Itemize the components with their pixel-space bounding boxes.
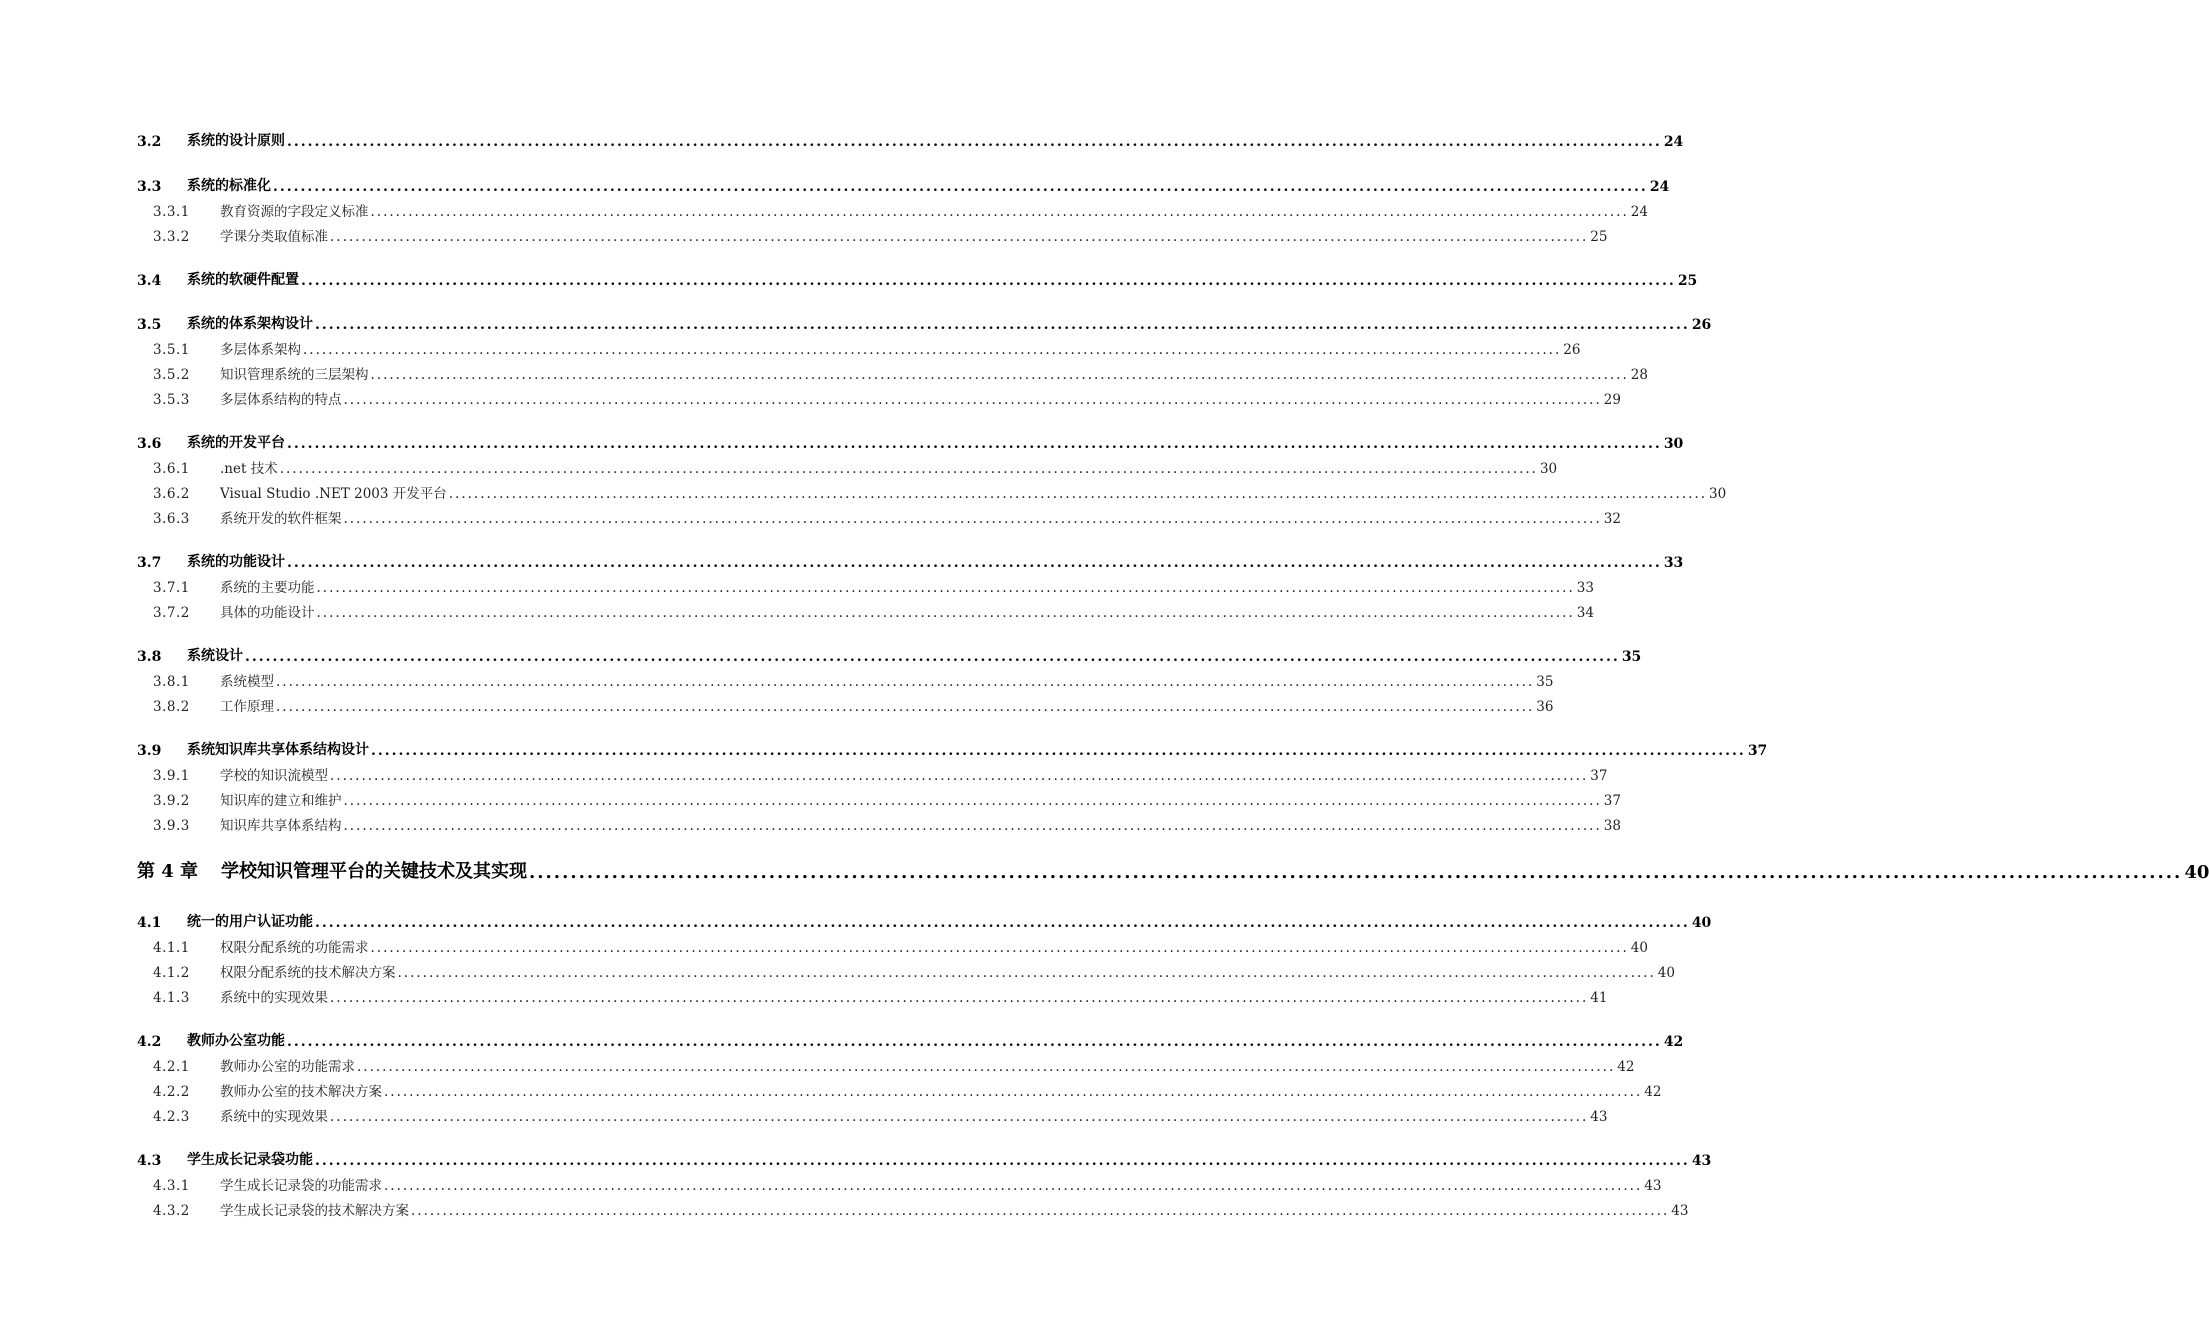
toc-entry-page: 35 xyxy=(1536,674,1554,690)
toc-entry-sub[interactable] xyxy=(153,359,1648,383)
toc-entry-title: 工作原理 xyxy=(220,699,274,715)
toc-entry-page: 35 xyxy=(1621,649,1642,665)
toc-entry-section[interactable] xyxy=(137,1145,1712,1169)
toc-entry-number: 3.9.3 xyxy=(153,818,190,834)
toc-entry-title: 系统中的实现效果 xyxy=(220,1109,328,1125)
dot-leader: ........................................................................................................................................................................................................ xyxy=(370,204,1629,220)
toc-entry-sub[interactable] xyxy=(153,196,1648,220)
toc-entry-number: 3.7.2 xyxy=(153,605,190,621)
toc-entry-title: 多层体系架构 xyxy=(220,342,301,358)
toc-entry-sub[interactable] xyxy=(153,1101,1608,1125)
toc-entry-page: 34 xyxy=(1576,605,1594,621)
toc-entry-title: 统一的用户认证功能 xyxy=(187,914,313,930)
toc-entry-title: 系统的软硬件配置 xyxy=(187,272,299,288)
dot-leader: ........................................................................................................................................................................................................ xyxy=(287,436,1662,452)
toc-entry-title: 学校的知识流模型 xyxy=(220,768,328,784)
toc-entry-title: 权限分配系统的技术解决方案 xyxy=(220,965,396,981)
dot-leader: ........................................................................................................................................................................................................ xyxy=(384,1084,1643,1100)
dot-leader: ........................................................................................................................................................................................................ xyxy=(276,674,1535,690)
dot-leader: ........................................................................................................................................................................................................ xyxy=(397,965,1656,981)
dot-leader: ........................................................................................................................................................................................................ xyxy=(370,940,1629,956)
toc-entry-number: 4.2.2 xyxy=(153,1084,190,1100)
toc-entry-number: 3.7.1 xyxy=(153,580,190,596)
toc-entry-number: 4.1 xyxy=(137,915,162,931)
toc-entry-section[interactable] xyxy=(137,735,1768,759)
toc-entry-page: 43 xyxy=(1671,1203,1689,1219)
toc-entry-title: 系统的体系架构设计 xyxy=(187,316,313,332)
dot-leader: ........................................................................................................................................................................................................ xyxy=(357,1059,1616,1075)
toc-entry-number: 3.3.1 xyxy=(153,204,190,220)
toc-entry-number: 4.1.2 xyxy=(153,965,190,981)
toc-entry-number: 4.1.3 xyxy=(153,990,190,1006)
toc-entry-title: .net 技术 xyxy=(220,461,278,477)
toc-entry-sub[interactable] xyxy=(153,453,1558,477)
toc-entry-section[interactable] xyxy=(137,641,1642,665)
toc-entry-sub[interactable] xyxy=(153,932,1648,956)
toc-entry-title: 系统的主要功能 xyxy=(220,580,315,596)
toc-entry-sub[interactable] xyxy=(153,1051,1635,1075)
dot-leader: ........................................................................................................................................................................................................ xyxy=(316,605,1575,621)
dot-leader: ........................................................................................................................................................................................................ xyxy=(316,580,1575,596)
toc-entry-title: 权限分配系统的功能需求 xyxy=(220,940,369,956)
toc-entry-page: 40 xyxy=(1691,915,1712,931)
toc-entry-sub[interactable] xyxy=(153,666,1554,690)
toc-entry-title: 学校知识管理平台的关键技术及其实现 xyxy=(221,861,527,882)
dot-leader: ........................................................................................................................................................................................................ xyxy=(330,990,1589,1006)
toc-entry-section[interactable] xyxy=(137,428,1684,452)
toc-entry-number: 3.9 xyxy=(137,743,162,759)
toc-entry-number: 4.2.3 xyxy=(153,1109,190,1125)
toc-entry-page: 43 xyxy=(1691,1153,1712,1169)
toc-entry-page: 38 xyxy=(1603,818,1621,834)
toc-entry-page: 26 xyxy=(1563,342,1581,358)
dot-leader: ........................................................................................................................................................................................................ xyxy=(301,273,1676,289)
toc-entry-number: 第 4 章 xyxy=(137,861,199,882)
toc-entry-number: 3.6.3 xyxy=(153,511,190,527)
toc-entry-page: 33 xyxy=(1576,580,1594,596)
dot-leader: ........................................................................................................................................................................................................ xyxy=(303,342,1562,358)
dot-leader: ........................................................................................................................................................................................................ xyxy=(370,367,1629,383)
toc-entry-number: 3.8 xyxy=(137,649,162,665)
toc-entry-sub[interactable] xyxy=(153,957,1675,981)
dot-leader: ........................................................................................................................................................................................................ xyxy=(315,1153,1690,1169)
toc-entry-title: 教师办公室功能 xyxy=(187,1033,285,1049)
toc-entry-page: 40 xyxy=(1657,965,1675,981)
toc-entry-section[interactable] xyxy=(137,309,1712,333)
toc-entry-page: 26 xyxy=(1691,317,1712,333)
dot-leader: ........................................................................................................................................................................................................ xyxy=(343,818,1602,834)
toc-entry-chapter[interactable] xyxy=(137,853,2209,883)
toc-entry-sub[interactable] xyxy=(153,760,1608,784)
toc-entry-number: 4.2.1 xyxy=(153,1059,190,1075)
dot-leader: ........................................................................................................................................................................................................ xyxy=(330,1109,1589,1125)
dot-leader: ........................................................................................................................................................................................................ xyxy=(287,1034,1662,1050)
toc-entry-sub[interactable] xyxy=(153,1195,1689,1219)
toc-entry-sub[interactable] xyxy=(153,572,1594,596)
toc-entry-title: 系统的标准化 xyxy=(187,178,271,194)
toc-entry-sub[interactable] xyxy=(153,785,1621,809)
toc-entry-sub[interactable] xyxy=(153,1170,1662,1194)
dot-leader: ........................................................................................................................................................................................................ xyxy=(330,229,1589,245)
toc-entry-title: 系统的功能设计 xyxy=(187,554,285,570)
toc-entry-page: 36 xyxy=(1536,699,1554,715)
dot-leader: ........................................................................................................................................................................................................ xyxy=(245,649,1620,665)
toc-entry-page: 43 xyxy=(1590,1109,1608,1125)
dot-leader: ........................................................................................................................................................................................................ xyxy=(279,461,1538,477)
dot-leader: ........................................................................................................................................................................................................ xyxy=(276,699,1535,715)
dot-leader: ........................................................................................................................................................................................................ xyxy=(411,1203,1670,1219)
toc-entry-page: 24 xyxy=(1630,204,1648,220)
toc-entry-page: 42 xyxy=(1663,1034,1684,1050)
toc-entry-number: 3.9.2 xyxy=(153,793,190,809)
toc-entry-title: 学生成长记录袋功能 xyxy=(187,1152,313,1168)
toc-entry-number: 3.3.2 xyxy=(153,229,190,245)
toc-entry-number: 3.5.1 xyxy=(153,342,190,358)
toc-entry-page: 28 xyxy=(1630,367,1648,383)
toc-entry-title: 系统中的实现效果 xyxy=(220,990,328,1006)
dot-leader: ........................................................................................................................................................................................................ xyxy=(448,486,1708,502)
toc-entry-page: 33 xyxy=(1663,555,1684,571)
toc-entry-page: 30 xyxy=(1539,461,1558,477)
toc-entry-section[interactable] xyxy=(137,265,1698,289)
toc-entry-section[interactable] xyxy=(137,547,1684,571)
toc-entry-page: 25 xyxy=(1677,273,1698,289)
toc-entry-number: 3.5.2 xyxy=(153,367,190,383)
toc-entry-sub[interactable] xyxy=(153,384,1621,408)
toc-entry-number: 3.2 xyxy=(137,134,162,150)
toc-entry-page: 40 xyxy=(1630,940,1648,956)
toc-entry-title: 学课分类取值标准 xyxy=(220,229,328,245)
toc-entry-page: 40 xyxy=(2184,862,2209,883)
toc-entry-sub[interactable] xyxy=(153,810,1621,834)
toc-entry-title: 系统的开发平台 xyxy=(187,435,285,451)
toc-entry-title: 系统设计 xyxy=(187,648,243,664)
toc-entry-number: 4.1.1 xyxy=(153,940,190,956)
toc-entry-number: 3.6.1 xyxy=(153,461,190,477)
dot-leader: ........................................................................................................................................................................................................ xyxy=(343,392,1602,408)
dot-leader: ........................................................................................................................................................................................................ xyxy=(371,743,1746,759)
toc-entry-number: 3.4 xyxy=(137,273,162,289)
toc-entry-page: 24 xyxy=(1649,179,1670,195)
toc-entry-title: 具体的功能设计 xyxy=(220,605,315,621)
toc-entry-number: 3.6 xyxy=(137,436,162,452)
toc-entry-sub[interactable] xyxy=(153,221,1608,245)
toc-entry-number: 4.3.2 xyxy=(153,1203,190,1219)
toc-entry-title: 学生成长记录袋的技术解决方案 xyxy=(220,1203,409,1219)
toc-entry-sub[interactable] xyxy=(153,334,1581,358)
toc-entry-section[interactable] xyxy=(137,1026,1684,1050)
toc-entry-page: 41 xyxy=(1590,990,1608,1006)
toc-entry-title: 知识库的建立和维护 xyxy=(220,793,342,809)
toc-entry-section[interactable] xyxy=(137,126,1684,150)
toc-entry-title: 系统开发的软件框架 xyxy=(220,511,342,527)
dot-leader: ........................................................................................................................................................................................................ xyxy=(330,768,1589,784)
toc-entry-number: 3.6.2 xyxy=(153,486,190,502)
toc-entry-page: 42 xyxy=(1617,1059,1635,1075)
toc-entry-title: Visual Studio .NET 2003 开发平台 xyxy=(220,486,447,502)
toc-entry-title: 学生成长记录袋的功能需求 xyxy=(220,1178,382,1194)
toc-entry-page: 32 xyxy=(1603,511,1621,527)
toc-entry-page: 30 xyxy=(1709,486,1727,502)
toc-entry-title: 知识管理系统的三层架构 xyxy=(220,367,369,383)
toc-entry-number: 3.3 xyxy=(137,179,162,195)
toc-entry-number: 3.5.3 xyxy=(153,392,190,408)
toc-entry-page: 24 xyxy=(1663,134,1684,150)
toc-entry-sub[interactable] xyxy=(153,503,1621,527)
toc-entry-title: 教师办公室的功能需求 xyxy=(220,1059,355,1075)
toc-entry-number: 4.3.1 xyxy=(153,1178,190,1194)
toc-entry-page: 29 xyxy=(1603,392,1621,408)
toc-entry-title: 教育资源的字段定义标准 xyxy=(220,204,369,220)
toc-entry-sub[interactable] xyxy=(153,478,1727,502)
toc-entry-sub[interactable] xyxy=(153,597,1594,621)
toc-entry-section[interactable] xyxy=(137,907,1712,931)
toc-entry-number: 3.9.1 xyxy=(153,768,190,784)
dot-leader: ........................................................................................................................................................................................................ xyxy=(287,134,1662,150)
dot-leader: ........................................................................................................................................................................................................ xyxy=(343,511,1602,527)
toc-entry-title: 教师办公室的技术解决方案 xyxy=(220,1084,382,1100)
toc-entry-page: 37 xyxy=(1603,793,1621,809)
dot-leader: ........................................................................................................................................................................................................ xyxy=(529,862,2183,883)
toc-entry-page: 43 xyxy=(1644,1178,1662,1194)
toc-entry-section[interactable] xyxy=(137,171,1670,195)
toc-entry-page: 30 xyxy=(1663,436,1684,452)
toc-entry-sub[interactable] xyxy=(153,982,1608,1006)
toc-entry-title: 系统知识库共享体系结构设计 xyxy=(187,742,369,758)
toc-entry-number: 3.8.2 xyxy=(153,699,190,715)
dot-leader: ........................................................................................................................................................................................................ xyxy=(315,915,1690,931)
dot-leader: ........................................................................................................................................................................................................ xyxy=(273,179,1648,195)
toc-entry-number: 3.5 xyxy=(137,317,162,333)
dot-leader: ........................................................................................................................................................................................................ xyxy=(287,555,1662,571)
toc-entry-sub[interactable] xyxy=(153,691,1554,715)
toc-entry-page: 37 xyxy=(1747,743,1768,759)
dot-leader: ........................................................................................................................................................................................................ xyxy=(315,317,1690,333)
toc-entry-title: 知识库共享体系结构 xyxy=(220,818,342,834)
toc-entry-number: 3.8.1 xyxy=(153,674,190,690)
toc-entry-page: 42 xyxy=(1644,1084,1662,1100)
toc-entry-sub[interactable] xyxy=(153,1076,1662,1100)
toc-entry-number: 3.7 xyxy=(137,555,162,571)
toc-entry-number: 4.3 xyxy=(137,1153,162,1169)
toc-entry-title: 系统的设计原则 xyxy=(187,133,285,149)
toc-entry-title: 系统模型 xyxy=(220,674,274,690)
dot-leader: ........................................................................................................................................................................................................ xyxy=(343,793,1602,809)
toc-entry-page: 37 xyxy=(1590,768,1608,784)
dot-leader: ........................................................................................................................................................................................................ xyxy=(384,1178,1643,1194)
toc-entry-title: 多层体系结构的特点 xyxy=(220,392,342,408)
toc-entry-number: 4.2 xyxy=(137,1034,162,1050)
toc-entry-page: 25 xyxy=(1590,229,1608,245)
